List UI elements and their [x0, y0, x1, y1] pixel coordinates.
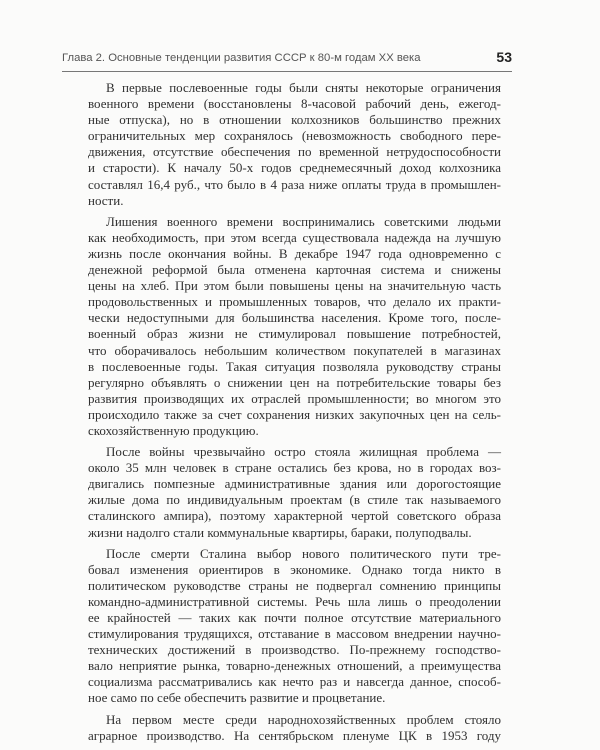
text-line: составлял 16,4 руб., что было в 4 раза ниже оплаты труда в промышлен-	[88, 176, 501, 192]
text-line: бовал изменения ориентиров в экономике. Однако тогда никто в	[88, 561, 501, 577]
text-line: цены на хлеб. При этом были повышены цены на значительную часть	[88, 278, 501, 294]
text-line: двигались помпезные административные здания или дорогостоящие	[88, 476, 501, 492]
text-line: регулярно объявлять о снижении цен на потребительские товары без	[88, 374, 501, 390]
text-line: военного времени (восстановлены 8-часовой рабочий день, ежегод-	[88, 96, 501, 112]
text-line: ее крайностей — таких как почти полное отсутствие материального	[88, 610, 501, 625]
text-line: ности.	[88, 192, 124, 208]
paragraph	[88, 546, 501, 707]
text-line: сталинского ампира), поэтому характерной чертой советского образа	[88, 508, 501, 524]
page-number: 53	[496, 49, 512, 65]
text-line: После смерти Сталина выбор нового политического пути тре-	[106, 545, 501, 561]
text-line: технических достижений в производство. По-прежнему господство-	[88, 642, 501, 658]
text-line: скохозяйственную продукцию.	[88, 422, 259, 438]
body-text	[88, 80, 501, 749]
text-line: в послевоенные годы. Такая ситуация позволяла руководству страны	[88, 358, 501, 374]
text-line: происходило также за счет сохранения низких закупочных цен на сель-	[88, 406, 501, 422]
text-line: жизнь после окончания войны. В декабре 1947 года одновременно с	[88, 245, 501, 261]
paragraph	[88, 712, 501, 744]
text-line: стимулирования трудящихся, отставание в массовом внедрении научно-	[88, 626, 501, 642]
text-line: В первые послевоенные годы были сняты некоторые ограничения	[106, 80, 501, 95]
text-line: Лишения военного времени воспринимались советскими людьми	[106, 213, 501, 229]
text-line: как необходимость, при этом всегда существовала надежда на лучшую	[88, 229, 501, 245]
text-line: ное само по себе обеспечить развитие и процветание.	[88, 690, 386, 706]
text-line: что оборачивалось небольшим количеством покупателей в магазинах	[88, 342, 501, 358]
text-line: После войны чрезвычайно остро стояла жилищная проблема —	[106, 444, 501, 460]
paragraph	[88, 444, 501, 541]
running-head	[62, 46, 512, 72]
text-line: командно-административной системы. Речь шла лишь о преодолении	[88, 593, 501, 609]
chapter-title: Глава 2. Основные тенденции развития СССР к 80-м годам XX века	[62, 52, 421, 64]
text-line: развития производящих их отраслей промышленности; во многом это	[88, 390, 501, 406]
text-line: чески недоступными для большинства населения. Кроме того, после-	[88, 310, 501, 326]
text-line: военный образ жизни не стимулировал повышение потребностей,	[88, 326, 501, 342]
text-line: и старости). К началу 50-х годов среднемесячный доход колхозника	[88, 160, 501, 176]
text-line: ные отпуска), но в отношении колхозников большинство прежних	[88, 112, 501, 128]
text-line: ограничительных мер сохранялось (невозможность свободного пере-	[88, 128, 501, 144]
text-line: денежной реформой была отменена карточная система и снижены	[88, 262, 501, 278]
header-rule	[62, 71, 512, 72]
text-line: социализма рассматривались как нечто раз и навсегда данное, способ-	[88, 674, 501, 690]
text-line: жилые дома по индивидуальным проектам (в стиле так называемого	[88, 492, 501, 508]
text-line: На первом месте среди народнохозяйственных проблем стояло	[106, 711, 501, 727]
paragraph	[88, 80, 501, 209]
text-line: аграрное производство. На сентябрьском пленуме ЦК в 1953 году	[88, 727, 501, 743]
text-line: жизни надолго стали коммунальные квартиры, бараки, полуподвалы.	[88, 524, 472, 540]
text-line: около 35 млн человек в стране остались без крова, но в городах воз-	[88, 460, 501, 476]
paragraph	[88, 214, 501, 439]
text-line: политическом руководстве страны не подвергал сомнению принципы	[88, 577, 501, 593]
text-line: вало неприятие рынка, товарно-денежных отношений, а преимущества	[88, 658, 501, 674]
text-line: продовольственных и промышленных товаров, что делало их практи-	[88, 294, 501, 310]
text-line: движения, отсутствие обеспечения по временной нетрудоспособности	[88, 144, 501, 160]
